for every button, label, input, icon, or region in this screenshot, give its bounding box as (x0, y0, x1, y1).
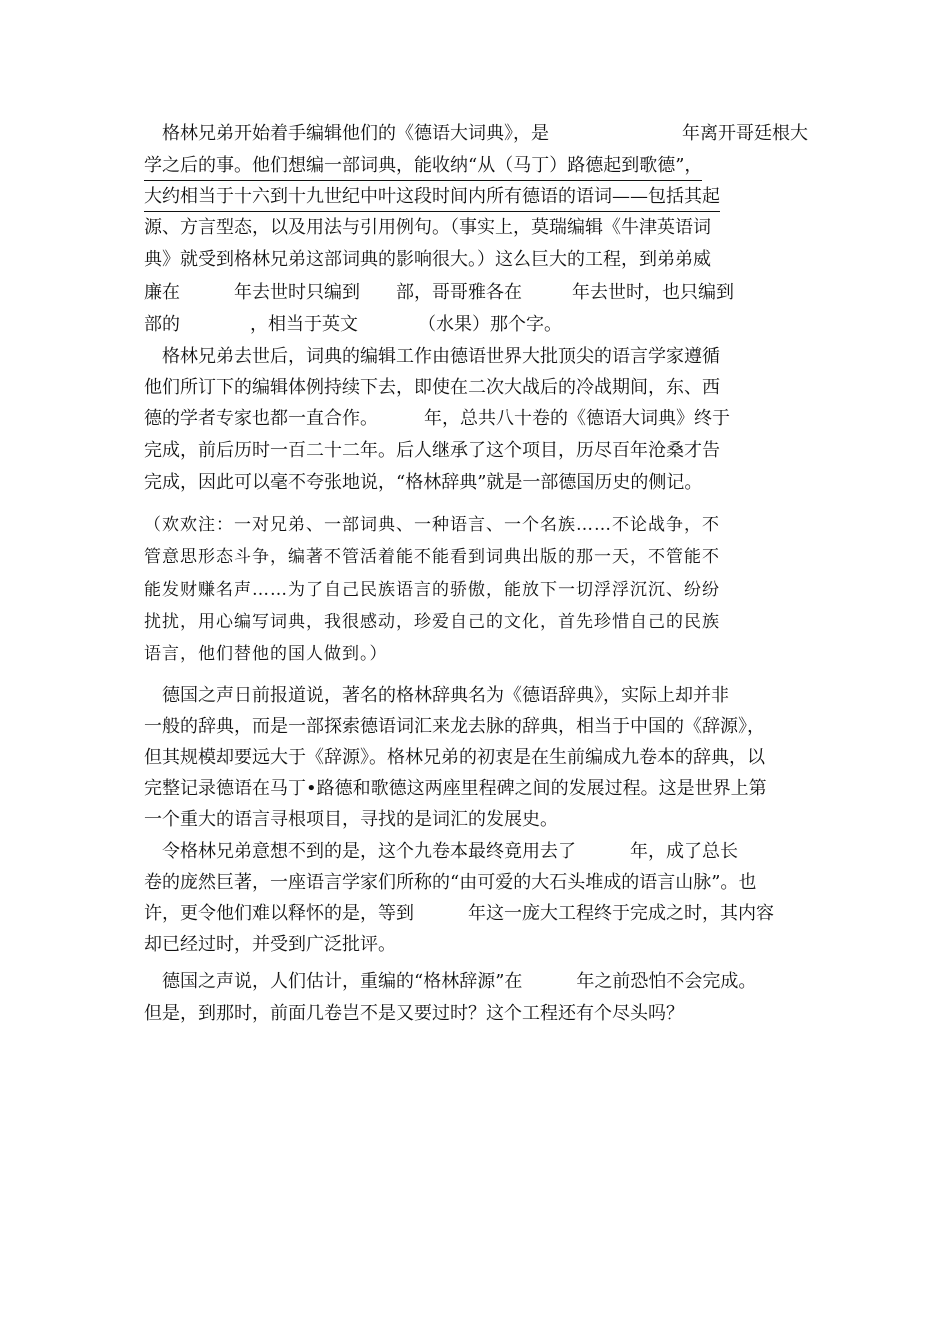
p4-line-3: 但其规模却要远大于《辞源》。格林兄弟的初衷是在生前编成九卷本的辞典，以 (144, 747, 765, 768)
p6-line-1: 德国之声说，人们估计，重编的“格林辞源”在 年之前恐怕不会完成。 (144, 971, 757, 992)
note-line-5: 语言，他们替他的国人做到。） (144, 644, 388, 664)
note-line-3: 能发财赚名声……为了自己民族语言的骄傲，能放下一切浮浮沉沉、纷纷 (144, 580, 720, 600)
p1-line-1: 格林兄弟开始着手编辑他们的《德语大词典》，是 年离开哥廷根大 (144, 123, 808, 144)
p4-line-4: 完整记录德语在马丁•路德和歌德这两座里程碑之间的发展过程。这是世界上第 (144, 778, 767, 799)
p1-line-6: 廉在 年去世时只编到 部，哥哥雅各在 年去世时，也只编到 (144, 282, 734, 303)
p2-line-2: 他们所订下的编辑体例持续下去，即使在二次大战后的冷战期间，东、西 (144, 377, 720, 398)
p1-line-4: 源、方言型态，以及用法与引用例句。（事实上，莫瑞编辑《牛津英语词 (144, 217, 711, 238)
p2-line-5: 完成，因此可以毫不夸张地说，“格林辞典”就是一部德国历史的侧记。 (144, 472, 703, 493)
p1-line-5: 典》就受到格林兄弟这部词典的影响很大。）这么巨大的工程，到弟弟威 (144, 249, 711, 270)
p6-line-2: 但是，到那时，前面几卷岂不是又要过时？这个工程还有个尽头吗？ (144, 1003, 684, 1024)
p4-line-2: 一般的辞典，而是一部探索德语词汇来龙去脉的辞典，相当于中国的《辞源》， (144, 716, 765, 737)
p1-line-2: 学之后的事。他们想编一部词典，能收纳“从（马丁）路德起到歌德”， (144, 153, 808, 181)
p1-line-7: 部的 ，相当于英文 （水果）那个字。 (144, 314, 562, 335)
note-line-4: 扰扰，用心编写词典，我很感动，珍爱自己的文化，首先珍惜自己的民族 (144, 612, 720, 632)
p4-line-5: 一个重大的语言寻根项目，寻找的是词汇的发展史。 (144, 809, 558, 830)
p4-line-1: 德国之声日前报道说，著名的格林辞典名为《德语辞典》，实际上却并非 (144, 685, 729, 706)
p2-line-1: 格林兄弟去世后，词典的编辑工作由德语世界大批顶尖的语言学家遵循 (144, 346, 720, 367)
p2-line-3: 德的学者专家也都一直合作。 年，总共八十卷的《德语大词典》终于 (144, 408, 730, 429)
p5-line-1: 令格林兄弟意想不到的是，这个九卷本最终竟用去了 年，成了总长 (144, 841, 738, 862)
p5-line-4: 却已经过时，并受到广泛批评。 (144, 934, 396, 955)
p2-line-4: 完成，前后历时一百二十二年。后人继承了这个项目，历尽百年沧桑才告 (144, 440, 720, 461)
note-line-2: 管意思形态斗争，编著不管活着能不能看到词典出版的那一天，不管能不 (144, 547, 720, 567)
p5-line-2: 卷的庞然巨著，一座语言学家们所称的“由可爱的大石头堆成的语言山脉”。也 (144, 872, 757, 893)
p5-line-3: 许，更令他们难以释怀的是，等到 年这一庞大工程终于完成之时，其内容 (144, 903, 774, 924)
note-line-1: （欢欢注：一对兄弟、一部词典、一种语言、一个名族……不论战争，不 (144, 515, 720, 535)
p1-line-3: 大约相当于十六到十九世纪中叶这段时间内所有德语的语词——包括其起 (144, 184, 808, 212)
